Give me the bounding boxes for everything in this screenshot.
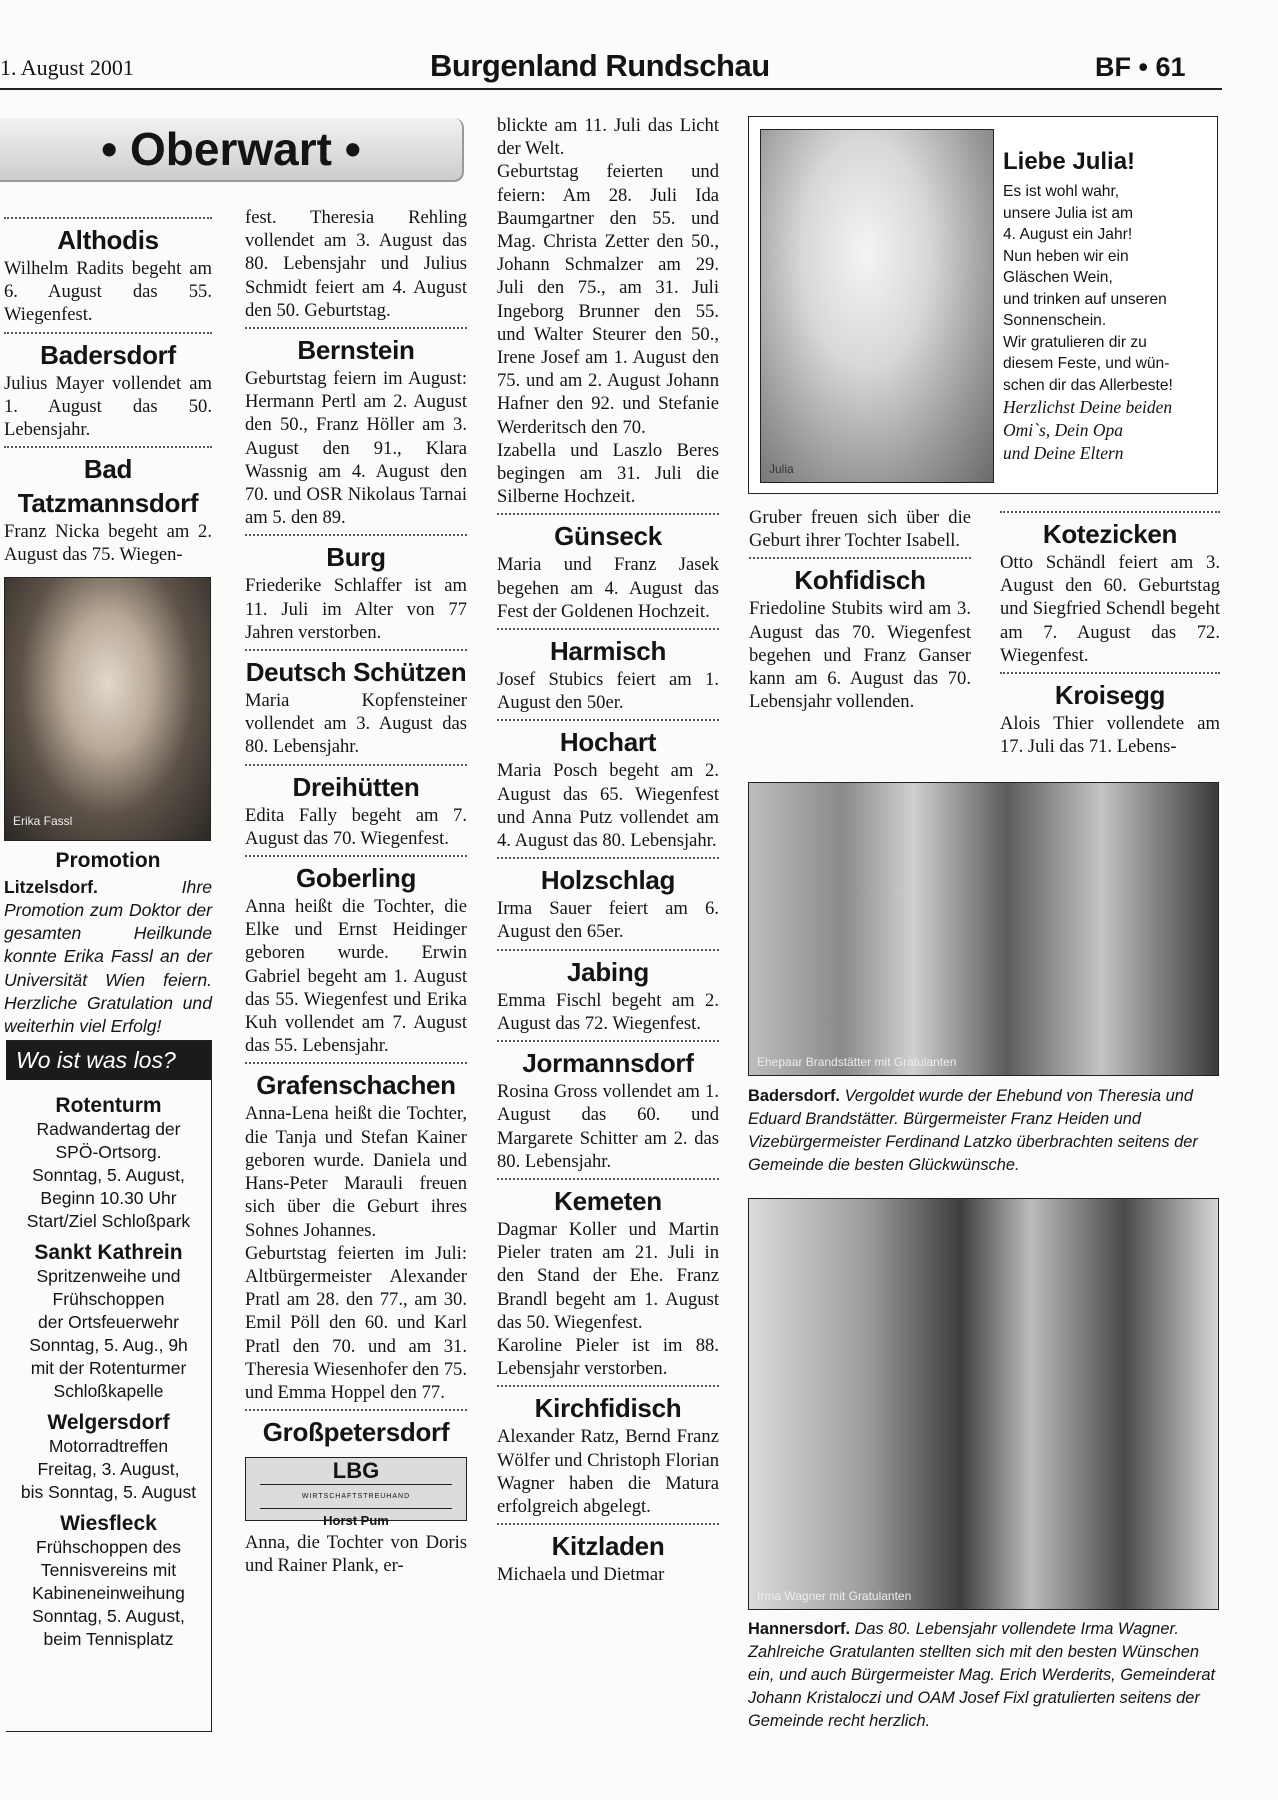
text-intro-3: Izabella und Laszlo Beres begingen am 31. Juli die Silberne Hochzeit. bbox=[497, 439, 719, 508]
divider bbox=[497, 949, 719, 951]
divider bbox=[245, 649, 467, 651]
signature-line: Herzlichst Deine beiden bbox=[1003, 397, 1173, 417]
event-place-welgersdorf: Welgersdorf bbox=[47, 1411, 170, 1434]
divider bbox=[497, 719, 719, 721]
promotion-text bbox=[4, 876, 212, 1038]
julia-greeting-box bbox=[748, 116, 1218, 494]
divider bbox=[4, 217, 212, 219]
text-kroisegg: Alois Thier vollendete am 17. Juli das 71. Lebens- bbox=[1000, 713, 1220, 758]
event-place-wiesfleck: Wiesfleck bbox=[60, 1512, 157, 1535]
divider bbox=[245, 855, 467, 857]
header-date: 1. August 2001 bbox=[0, 55, 134, 80]
event-line: Kabineneinweihung bbox=[32, 1583, 185, 1603]
promotion-body: Ihre Promotion zum Doktor der gesamten Heilkunde konnte Erika Fassl an der Universität Wien feiern. Herzliche Gratulation und weiterhin viel Erfolg! bbox=[4, 876, 212, 1037]
text-althodis: Wilhelm Radits begeht am 6. August das 55. Wiegenfest. bbox=[4, 258, 212, 326]
baby-photo bbox=[760, 129, 994, 483]
text-intro-2: Geburtstag feierten und feiern: Am 28. Juli Ida Baumgartner den 55. und Mag. Christa Zetter den 50., Johann Schmalzer am 29. Juli den 75., am 31. Juli Ingeborg Brunner den 55. und Walter Steurer den 50., Irene Josef am 1. August den 75. und am 2. August Johann Hafner den 92. und Stefanie Werderitsch den 70. bbox=[497, 161, 719, 438]
divider bbox=[245, 764, 467, 766]
caption-badersdorf bbox=[748, 1085, 1220, 1177]
column-3 bbox=[497, 114, 719, 1586]
text-harmisch: Josef Stubics feiert am 1. August den 50er. bbox=[497, 669, 719, 714]
page-number: BF • 61 bbox=[1095, 52, 1186, 82]
heading-kirchfidisch: Kirchfidisch bbox=[534, 1393, 682, 1424]
events-title: Wo ist was los? bbox=[6, 1041, 211, 1080]
poem-line: Es ist wohl wahr, bbox=[1003, 183, 1120, 200]
divider bbox=[245, 327, 467, 329]
event-line: Spritzenweihe und bbox=[36, 1266, 181, 1286]
text-holzschlag: Irma Sauer feiert am 6. August den 65er. bbox=[497, 898, 719, 943]
text-bernstein: Geburtstag feiern im August: Hermann Pertl am 2. August den 50., Franz Höller am 3. August den 91., Klara Wassnig am 4. August den 70. und OSR Nikolaus Tarnai am 5. den 89. bbox=[245, 368, 467, 529]
photo-label: Julia bbox=[769, 462, 794, 476]
heading-jabing: Jabing bbox=[567, 956, 649, 987]
text-kotezicken: Otto Schändl feiert am 3. August den 60. Geburtstag und Siegfried Schendl begeht am 7. August das 72. Wiegenfest. bbox=[1000, 552, 1220, 666]
sponsor-logo bbox=[245, 1457, 467, 1529]
column-5 bbox=[1000, 506, 1220, 758]
photo-label: Ehepaar Brandstätter mit Gratulanten bbox=[757, 1055, 957, 1069]
event-line: Tennisvereins mit bbox=[40, 1560, 177, 1580]
event-line: SPÖ-Ortsorg. bbox=[55, 1142, 162, 1162]
logo-mark: LBG bbox=[332, 1458, 380, 1484]
caption-text: Vergoldet wurde der Ehebund von Theresia und Eduard Brandstätter. Bürgermeister Franz Heiden und Vizebürgermeister Ferdinand Latzko überbrachten seitens der Gemeinde die besten Glückwünsche. bbox=[748, 1087, 1198, 1174]
text-kohfidisch: Friedoline Stubits wird am 3. August das 70. Wiegenfest begehen und Franz Ganser kann am 6. August das 70. Lebensjahr vollenden. bbox=[749, 598, 971, 713]
photo-label: Erika Fassl bbox=[13, 814, 73, 829]
divider bbox=[497, 628, 719, 630]
divider bbox=[245, 534, 467, 536]
column-4 bbox=[749, 506, 971, 713]
heading-burg: Burg bbox=[326, 542, 386, 573]
photo-badersdorf bbox=[748, 782, 1219, 1076]
section-banner: • Oberwart • bbox=[0, 118, 464, 182]
photo-label: Irma Wagner mit Gratulanten bbox=[757, 1589, 912, 1603]
signature-line: und Deine Eltern bbox=[1003, 443, 1124, 463]
poem-line: Gläschen Wein, bbox=[1003, 269, 1113, 286]
divider bbox=[497, 1385, 719, 1387]
event-line: Frühschoppen des bbox=[36, 1537, 181, 1557]
poem-line: und trinken auf unseren bbox=[1003, 290, 1167, 308]
text-kemeten-2: Karoline Pieler ist im 88. Lebensjahr verstorben. bbox=[497, 1334, 719, 1380]
event-line: Sonntag, 5. August, bbox=[32, 1606, 185, 1626]
text-jormannsdorf: Rosina Gross vollendet am 1. August das 60. und Margarete Schitter am 2. das 80. Lebensjahr. bbox=[497, 1081, 719, 1172]
caption-text: Das 80. Lebensjahr vollendete Irma Wagner. Zahlreiche Gratulanten stellten sich mit den besten Wünschen ein, und auch Bürgermeister Mag. Erich Werderits, Gemeinderat Johann Kristaloczi und OAM Josef Fixl gratulierten seitens der Gemeinde recht herzlich. bbox=[748, 1620, 1216, 1730]
event-line: Schloßkapelle bbox=[53, 1381, 164, 1401]
heading-grosspetersdorf: Großpetersdorf bbox=[262, 1417, 450, 1448]
julia-poem bbox=[1003, 147, 1211, 465]
event-line: bis Sonntag, 5. August bbox=[20, 1482, 197, 1502]
event-line: Freitag, 3. August, bbox=[37, 1459, 180, 1479]
event-place-sankt-kathrein: Sankt Kathrein bbox=[34, 1241, 183, 1264]
header-rule bbox=[0, 88, 1222, 90]
divider bbox=[497, 857, 719, 859]
heading-kotezicken: Kotezicken bbox=[1042, 519, 1178, 549]
promotion-title: Promotion bbox=[55, 848, 161, 872]
divider bbox=[497, 513, 719, 515]
heading-hochart: Hochart bbox=[559, 727, 657, 758]
text-deutsch-schuetzen: Maria Kopfensteiner vollendet am 3. August das 80. Lebensjahr. bbox=[245, 690, 467, 758]
heading-althodis: Althodis bbox=[57, 225, 159, 255]
caption-place: Hannersdorf. bbox=[748, 1620, 851, 1638]
divider bbox=[1000, 672, 1220, 674]
event-line: beim Tennisplatz bbox=[43, 1629, 174, 1649]
heading-kohfidisch: Kohfidisch bbox=[794, 565, 926, 596]
newspaper-title: Burgenland Rundschau bbox=[430, 48, 770, 83]
caption-hannersdorf bbox=[748, 1618, 1220, 1733]
poem-line: Sonnenschein. bbox=[1003, 312, 1107, 329]
divider bbox=[245, 1409, 467, 1411]
heading-harmisch: Harmisch bbox=[549, 636, 667, 667]
text-grafenschachen-2: Geburtstag feierten im Juli: Altbürgermeister Alexander Pratl am 28. den 77., am 30. Emil Pöll den 60. und Karl Pratl den 70. und am 31. Theresia Wiesenhofer den 75. und Emma Hoppel den 77. bbox=[245, 1242, 467, 1403]
poem-line: Wir gratulieren dir zu bbox=[1003, 333, 1147, 351]
text-intro-1: blickte am 11. Juli das Licht der Welt. bbox=[497, 115, 719, 160]
heading-kitzladen: Kitzladen bbox=[551, 1531, 665, 1562]
event-line: Sonntag, 5. Aug., 9h bbox=[29, 1335, 188, 1355]
promotion-place: Litzelsdorf. bbox=[4, 876, 98, 897]
divider bbox=[245, 1062, 467, 1064]
poem-line: Nun heben wir ein bbox=[1003, 247, 1129, 265]
text-kemeten-1: Dagmar Koller und Martin Pieler traten am 21. Juli in den Stand der Ehe. Franz Brandl begeht am 1. August das 50. Wiegenfest. bbox=[497, 1218, 719, 1333]
event-line: Radwandertag der bbox=[36, 1119, 181, 1139]
event-line: mit der Rotenturmer bbox=[30, 1358, 187, 1378]
event-line: der Ortsfeuerwehr bbox=[37, 1312, 180, 1332]
events-box bbox=[6, 1040, 212, 1732]
event-line: Sonntag, 5. August, bbox=[32, 1165, 185, 1185]
text-kitzladen: Michaela und Dietmar bbox=[497, 1564, 665, 1586]
text-goberling: Anna heißt die Tochter, die Elke und Ernst Heidinger geboren wurde. Erwin Gabriel begeht am 1. August das 55. Wiegenfest und Erika Kuh vollendet am 7. August das 55. Lebensjahr. bbox=[245, 896, 467, 1057]
event-line: Motorradtreffen bbox=[48, 1436, 169, 1456]
text-grosspetersdorf: Anna, die Tochter von Doris und Rainer Plank, er- bbox=[245, 1532, 467, 1577]
heading-bad-tatzmannsdorf: Bad Tatzmannsdorf bbox=[17, 454, 199, 519]
heading-guenseck: Günseck bbox=[554, 521, 662, 552]
column-2 bbox=[245, 206, 467, 1578]
divider bbox=[497, 1040, 719, 1042]
heading-holzschlag: Holzschlag bbox=[540, 865, 676, 896]
text-hochart: Maria Posch begeht am 2. August das 65. Wiegenfest und Anna Putz vollendet am 4. August das 80. Lebensjahr. bbox=[497, 760, 719, 852]
text-kirchfidisch: Alexander Ratz, Bernd Franz Wölfer und Christoph Florian Wagner haben die Matura erfolgreich abgelegt. bbox=[497, 1426, 719, 1517]
text-burg: Friederike Schlaffer ist am 11. Juli im Alter von 77 Jahren verstorben. bbox=[245, 575, 467, 643]
photo-hannersdorf bbox=[748, 1198, 1219, 1610]
text-bad-tatzmannsdorf: Franz Nicka begeht am 2. August das 75. Wiegen- bbox=[4, 521, 212, 566]
signature-line: Omi`s, Dein Opa bbox=[1003, 420, 1124, 440]
event-line: Beginn 10.30 Uhr bbox=[40, 1188, 177, 1208]
caption-place: Badersdorf. bbox=[748, 1087, 840, 1105]
divider bbox=[4, 446, 212, 448]
event-line: Frühschoppen bbox=[52, 1289, 165, 1309]
logo-subtitle: WIRTSCHAFTSTREUHAND bbox=[260, 1484, 452, 1509]
divider bbox=[497, 1523, 719, 1525]
poem-line: schen dir das Allerbeste! bbox=[1003, 376, 1173, 394]
column-1 bbox=[4, 212, 212, 1038]
text-intro: Gruber freuen sich über die Geburt ihrer Tochter Isabell. bbox=[749, 507, 971, 552]
heading-jormannsdorf: Jormannsdorf bbox=[522, 1048, 694, 1079]
logo-name: Horst Pum bbox=[323, 1513, 389, 1529]
text-guenseck: Maria und Franz Jasek begehen am 4. August das Fest der Goldenen Hochzeit. bbox=[497, 554, 719, 622]
divider bbox=[4, 332, 212, 334]
divider bbox=[1000, 511, 1220, 513]
heading-dreihuetten: Dreihütten bbox=[292, 771, 420, 802]
divider bbox=[749, 557, 971, 559]
heading-goberling: Goberling bbox=[295, 863, 417, 894]
divider bbox=[497, 1178, 719, 1180]
heading-grafenschachen: Grafenschachen bbox=[256, 1070, 456, 1101]
heading-kemeten: Kemeten bbox=[554, 1185, 662, 1216]
text-dreihuetten: Edita Fally begeht am 7. August das 70. Wiegenfest. bbox=[245, 804, 467, 849]
heading-deutsch-schuetzen: Deutsch Schützen bbox=[245, 657, 467, 688]
text-jabing: Emma Fischl begeht am 2. August das 72. Wiegenfest. bbox=[497, 989, 719, 1034]
poem-line: unsere Julia ist am bbox=[1003, 204, 1134, 222]
poem-line: 4. August ein Jahr! bbox=[1003, 226, 1133, 243]
text-badersdorf: Julius Mayer vollendet am 1. August das 50. Lebensjahr. bbox=[4, 372, 212, 441]
event-place-rotenturm: Rotenturm bbox=[55, 1094, 162, 1117]
poem-line: diesem Feste, und wün- bbox=[1003, 355, 1170, 372]
heading-badersdorf: Badersdorf bbox=[40, 339, 176, 370]
promotion-photo bbox=[4, 577, 211, 841]
heading-bernstein: Bernstein bbox=[297, 335, 415, 366]
heading-kroisegg: Kroisegg bbox=[1054, 680, 1166, 711]
event-line: Start/Ziel Schloßpark bbox=[26, 1211, 191, 1231]
text-grafenschachen-1: Anna-Lena heißt die Tochter, die Tanja und Stefan Kainer geboren wurde. Daniela und Hans-Peter Marauli freuen sich über die Geburt ihres Sohnes Johannes. bbox=[245, 1103, 467, 1241]
julia-title: Liebe Julia! bbox=[1003, 148, 1136, 175]
text-intro: fest. Theresia Rehling vollendet am 3. August das 80. Lebensjahr und Julius Schmidt feiert am 4. August den 50. Geburtstag. bbox=[245, 207, 467, 321]
